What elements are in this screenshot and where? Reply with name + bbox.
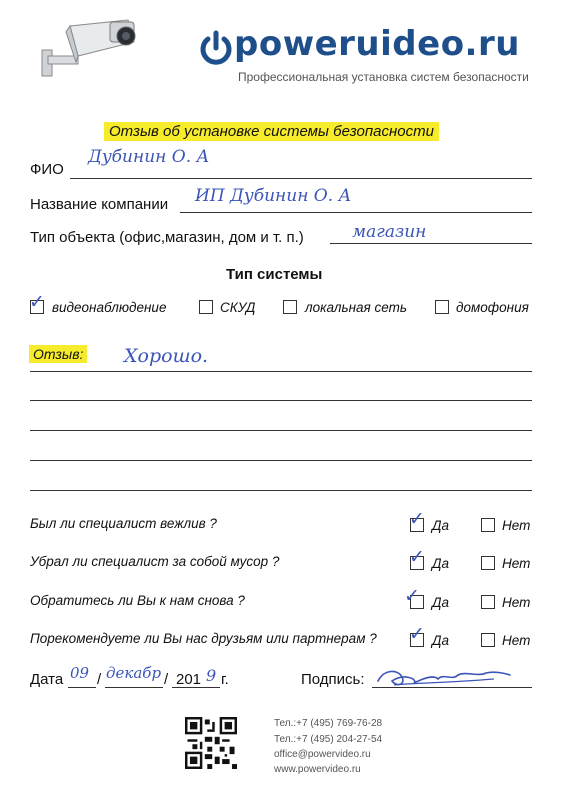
check-icon: ✓: [409, 546, 425, 568]
date-slash-1: /: [97, 671, 102, 688]
company-value: ИП Дубинин О. А: [195, 186, 352, 206]
contact-phone-2: Тел.:+7 (495) 204-27-54: [274, 734, 383, 745]
fio-line: [70, 178, 532, 179]
answer-polite-yes-label: Да: [432, 518, 450, 533]
answer-cleanup-yes-label: Да: [432, 556, 450, 571]
review-label: Отзыв:: [29, 345, 87, 363]
review-line-2: [30, 400, 532, 401]
date-label: Дата: [30, 671, 64, 688]
brand-logo-text: poweruideo.ru: [234, 24, 520, 64]
object-type-value: магазин: [352, 222, 427, 242]
check-icon: ✓: [409, 623, 425, 645]
answer-polite-no-label: Нет: [502, 518, 531, 533]
form-title: Отзыв об установке системы безопасности: [104, 122, 439, 141]
date-suffix: г.: [221, 671, 229, 688]
contact-email[interactable]: office@powervideo.ru: [274, 749, 371, 760]
date-day-line: [68, 687, 96, 688]
checkbox-polite-no[interactable]: [481, 518, 495, 532]
checkbox-skud[interactable]: [199, 300, 213, 314]
qr-code-icon: [185, 717, 237, 769]
date-slash-2: /: [164, 671, 169, 688]
date-year-prefix: 201: [176, 671, 202, 688]
option-skud-label: СКУД: [220, 300, 256, 315]
fio-value: Дубинин О. А: [88, 147, 210, 167]
option-intercom-label: домофония: [456, 300, 529, 315]
fio-label: ФИО: [30, 161, 64, 178]
check-icon: ✓: [404, 585, 420, 607]
signature-image: [374, 663, 514, 691]
object-type-label: Тип объекта (офис,магазин, дом и т. п.): [30, 229, 304, 246]
check-icon: ✓: [29, 291, 45, 313]
checkbox-return-no[interactable]: [481, 595, 495, 609]
contact-phone-1: Тел.:+7 (495) 769-76-28: [274, 718, 383, 729]
company-label: Название компании: [30, 196, 169, 213]
review-value: Хорошо.: [124, 345, 209, 367]
answer-recommend-yes-label: Да: [432, 633, 450, 648]
question-cleanup: Убрал ли специалист за собой мусор ?: [30, 554, 280, 569]
checkbox-lan[interactable]: [283, 300, 297, 314]
option-lan-label: локальная сеть: [305, 300, 407, 315]
check-icon: ✓: [409, 508, 425, 530]
question-polite: Был ли специалист вежлив ?: [30, 516, 217, 531]
system-type-title: Тип системы: [226, 266, 323, 283]
answer-return-yes-label: Да: [432, 595, 450, 610]
security-camera-icon: [40, 12, 140, 84]
brand-tagline: Профессиональная установка систем безопасности: [238, 70, 529, 84]
date-month-value: декабр: [106, 664, 162, 682]
contact-website[interactable]: www.powervideo.ru: [274, 764, 361, 775]
option-video-label: видеонаблюдение: [52, 300, 167, 315]
object-type-line: [330, 243, 532, 244]
question-return: Обратитесь ли Вы к нам снова ?: [30, 593, 245, 608]
power-icon: [198, 30, 234, 66]
signature-label: Подпись:: [301, 671, 365, 688]
review-line-3: [30, 430, 532, 431]
checkbox-recommend-no[interactable]: [481, 633, 495, 647]
review-line-4: [30, 460, 532, 461]
question-recommend: Порекомендуете ли Вы нас друзьям или партнерам ?: [30, 631, 377, 646]
date-year-digit: 9: [206, 666, 217, 685]
review-line-5: [30, 490, 532, 491]
review-line-1: [30, 371, 532, 372]
answer-cleanup-no-label: Нет: [502, 556, 531, 571]
checkbox-cleanup-no[interactable]: [481, 556, 495, 570]
answer-return-no-label: Нет: [502, 595, 531, 610]
answer-recommend-no-label: Нет: [502, 633, 531, 648]
date-month-line: [105, 687, 163, 688]
checkbox-intercom[interactable]: [435, 300, 449, 314]
date-day-value: 09: [70, 664, 90, 682]
company-line: [180, 212, 532, 213]
